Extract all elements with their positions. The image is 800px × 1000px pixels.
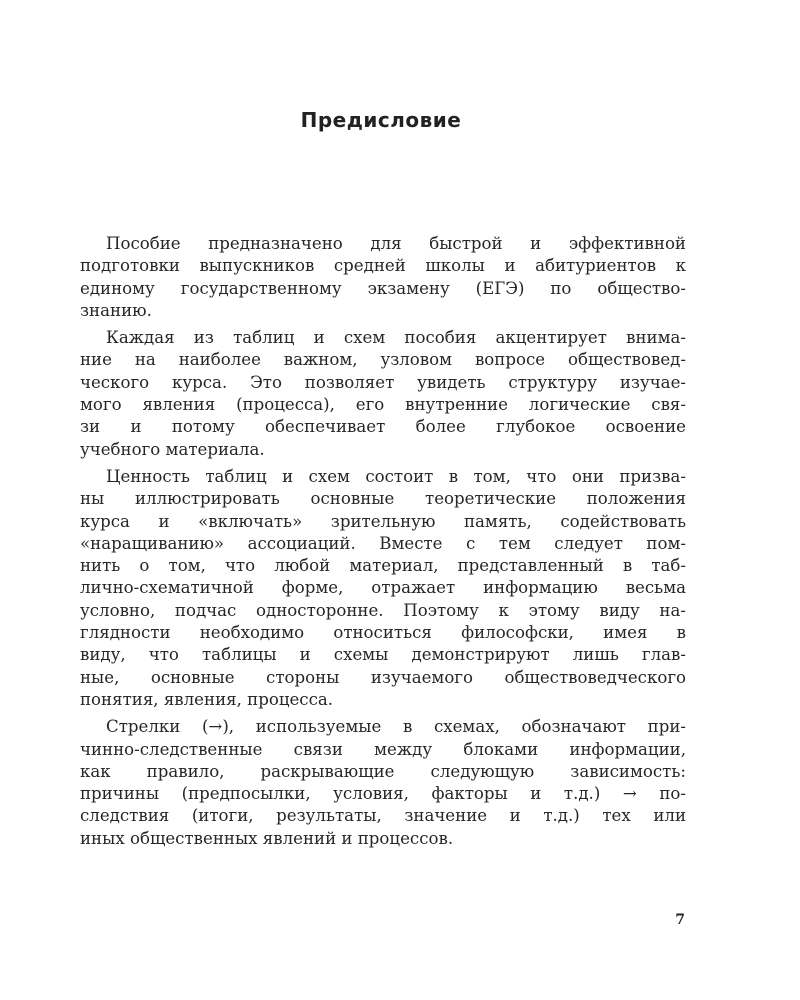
text-line: нить о том, что любой материал, представленный в таб-	[80, 556, 686, 576]
text-line: подготовки выпускников средней школы и абитуриентов к	[80, 256, 686, 276]
text-line: курса и «включать» зрительную память, содействовать	[80, 511, 686, 531]
text-line: зи и потому обеспечивает более глубокое освоение	[80, 417, 686, 437]
page-number: 7	[675, 912, 685, 928]
text-line: Стрелки (→), используемые в схемах, обозначают при-	[106, 717, 686, 737]
text-line: виду, что таблицы и схемы демонстрируют лишь глав-	[80, 645, 686, 665]
text-line: следствия (итоги, результаты, значение и т.д.) тех или	[80, 806, 686, 826]
text-line: учебного материала.	[80, 439, 265, 459]
text-line: иных общественных явлений и процессов.	[80, 828, 454, 848]
page-title: Предисловие	[300, 108, 462, 132]
paragraph	[80, 716, 686, 850]
text-line: ные, основные стороны изучаемого обществоведческого	[80, 667, 686, 687]
paragraph	[80, 466, 686, 711]
text-line: «наращиванию» ассоциаций. Вместе с тем следует пом-	[80, 533, 686, 553]
text-line: глядности необходимо относиться философски, имея в	[80, 623, 686, 643]
text-line: Каждая из таблиц и схем пособия акцентирует внима-	[106, 328, 686, 348]
text-line: знанию.	[80, 300, 152, 320]
text-line: понятия, явления, процесса.	[80, 689, 334, 709]
text-line: чинно-следственные связи между блоками информации,	[80, 739, 686, 759]
text-line: условно, подчас односторонне. Поэтому к этому виду на-	[80, 600, 686, 620]
text-line: Пособие предназначено для быстрой и эффективной	[106, 234, 686, 253]
text-line: лично-схематичной форме, отражает информацию весьма	[80, 578, 686, 598]
text-line: Ценность таблиц и схем состоит в том, что они призва-	[106, 466, 686, 486]
text-line: ческого курса. Это позволяет увидеть структуру изучае-	[80, 372, 686, 392]
text-line: причины (предпосылки, условия, факторы и т.д.) → по-	[80, 784, 686, 804]
paragraph	[80, 233, 686, 322]
text-line: ны иллюстрировать основные теоретические положения	[80, 489, 686, 509]
text-line: единому государственному экзамену (ЕГЭ) по общество-	[80, 278, 686, 298]
text-line: мого явления (процесса), его внутренние логические свя-	[80, 395, 686, 415]
preface-text	[80, 233, 686, 855]
text-line: как правило, раскрывающие следующую зависимость:	[80, 761, 686, 781]
text-line: ние на наиболее важном, узловом вопросе обществовед-	[80, 350, 686, 370]
paragraph	[80, 327, 686, 461]
